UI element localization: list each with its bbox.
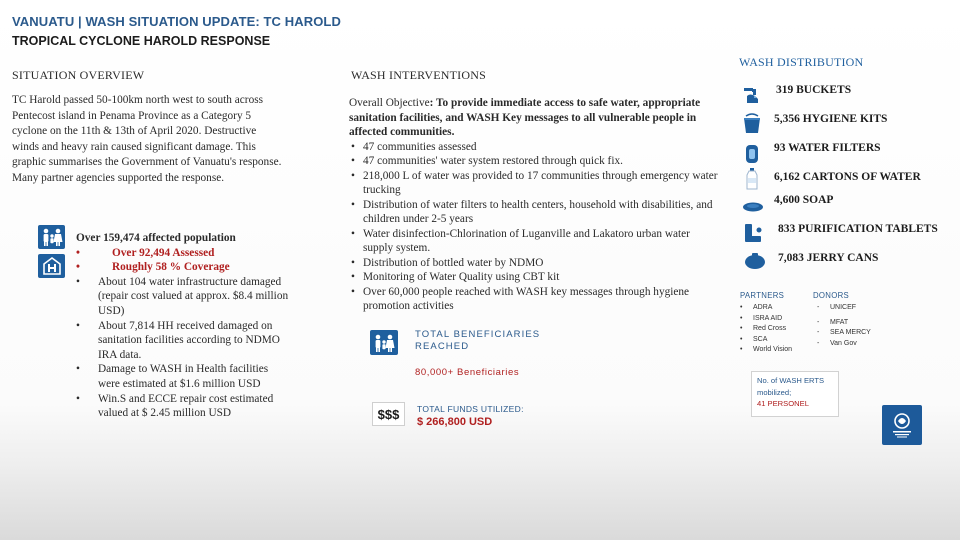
coverage-item: • Roughly 58 % Coverage <box>76 260 291 275</box>
organization-logo <box>882 405 922 445</box>
intervention-item: • Water disinfection-Chlorination of Luganville and Lakatoro urban water supply system. <box>349 227 719 256</box>
affected-summary <box>76 231 291 421</box>
damage-item: • Damage to WASH in Health facilities were estimated at $1.6 million USD <box>76 362 291 391</box>
health-facility-icon <box>38 254 65 278</box>
intervention-item: • Over 60,000 people reached with WASH key messages through hygiene promotion activities <box>349 285 719 314</box>
intervention-item: • Distribution of water filters to health centers, household with disabilities, and children under 2-5 years <box>349 198 719 227</box>
intervention-item: • 47 communities assessed <box>349 140 719 155</box>
partners-list <box>740 303 792 356</box>
objective-label: Overall Objective <box>349 97 430 109</box>
hygiene-tap-icon <box>740 82 766 106</box>
objective-text: : To provide immediate access to safe water, appropriate sanitation facilities, and WASH Key messages to all vulnerable people in affected communities. <box>349 97 701 138</box>
intervention-item: • 218,000 L of water was provided to 17 communities through emergency water trucking <box>349 169 719 198</box>
jerry-can-icon <box>743 251 767 271</box>
soap-icon <box>740 197 766 215</box>
damage-item: • Win.S and ECCE repair cost estimated valued at $ 2.45 million USD <box>76 392 291 421</box>
partner-item: • World Vision <box>740 345 792 356</box>
distribution-item: 5,356 HYGIENE KITS <box>774 113 888 125</box>
overall-objective <box>349 96 719 140</box>
funds-label: TOTAL FUNDS UTILIZED: <box>417 404 524 414</box>
page-title: VANUATU | WASH SITUATION UPDATE: TC HAROLD <box>12 14 341 29</box>
distribution-item: 7,083 JERRY CANS <box>778 252 879 264</box>
situation-heading: SITUATION OVERVIEW <box>12 68 145 82</box>
intervention-item: • 47 communities' water system restored through quick fix. <box>349 154 719 169</box>
donors-heading: DONORS <box>813 291 850 300</box>
donors-list <box>817 303 871 349</box>
affected-population: Over 159,474 affected population <box>76 232 236 244</box>
tablets-icon <box>741 220 767 246</box>
water-filter-icon <box>740 142 764 166</box>
distribution-item: 319 BUCKETS <box>776 84 852 96</box>
donor-item: - SEA MERCY <box>817 328 871 339</box>
assessed-item: • Over 92,494 Assessed <box>76 246 291 261</box>
beneficiaries-label: TOTAL BENEFICIARIES REACHED <box>415 329 541 352</box>
distribution-item: 833 PURIFICATION TABLETS <box>778 223 938 235</box>
partner-item: • ISRA AID <box>740 314 792 325</box>
interventions-block <box>349 96 719 314</box>
erts-value: 41 PERSONEL <box>757 399 809 408</box>
funds-value: $ 266,800 USD <box>417 416 493 428</box>
situation-text: TC Harold passed 50-100km north west to south across Pentecost island in Penama Province as a Category 5 cyclone on the 11th & 13th of April 2020. Destructive winds and heavy rain caused significant damage. This graphic summarises the Government of Vanuatu's response. Many partner agencies supported the response. <box>12 94 282 184</box>
distribution-item: 93 WATER FILTERS <box>774 142 881 154</box>
beneficiaries-value: 80,000+ Beneficiaries <box>415 367 520 378</box>
damage-item: • About 104 water infrastructure damaged (repair cost valued at approx. $8.4 million USD) <box>76 275 291 319</box>
erts-box <box>751 371 839 417</box>
page-subtitle: TROPICAL CYCLONE HAROLD RESPONSE <box>12 34 271 48</box>
intervention-item: • Monitoring of Water Quality using CBT kit <box>349 270 719 285</box>
donor-item: - MFAT <box>817 318 871 329</box>
partner-item: • Red Cross <box>740 324 792 335</box>
erts-label: No. of WASH ERTS mobilized; <box>757 376 825 397</box>
funds-icon: $$$ <box>372 402 405 426</box>
water-bottle-icon <box>743 166 761 192</box>
distribution-item: 6,162 CARTONS OF WATER <box>774 171 921 183</box>
interventions-heading: WASH INTERVENTIONS <box>351 68 486 82</box>
partners-heading: PARTNERS <box>740 291 785 300</box>
beneficiaries-icon <box>370 330 398 355</box>
partner-item: • SCA <box>740 335 792 346</box>
distribution-heading: WASH DISTRIBUTION <box>739 55 864 69</box>
intervention-item: • Distribution of bottled water by NDMO <box>349 256 719 271</box>
bucket-icon <box>740 112 764 136</box>
damage-item: • About 7,814 HH received damaged on sanitation facilities according to NDMO IRA data. <box>76 319 291 363</box>
donor-item: - Van Gov <box>817 339 871 350</box>
partner-item: • ADRA <box>740 303 792 314</box>
donor-item: - UNICEF <box>817 303 871 314</box>
distribution-item: 4,600 SOAP <box>774 194 834 206</box>
family-icon <box>38 225 65 249</box>
